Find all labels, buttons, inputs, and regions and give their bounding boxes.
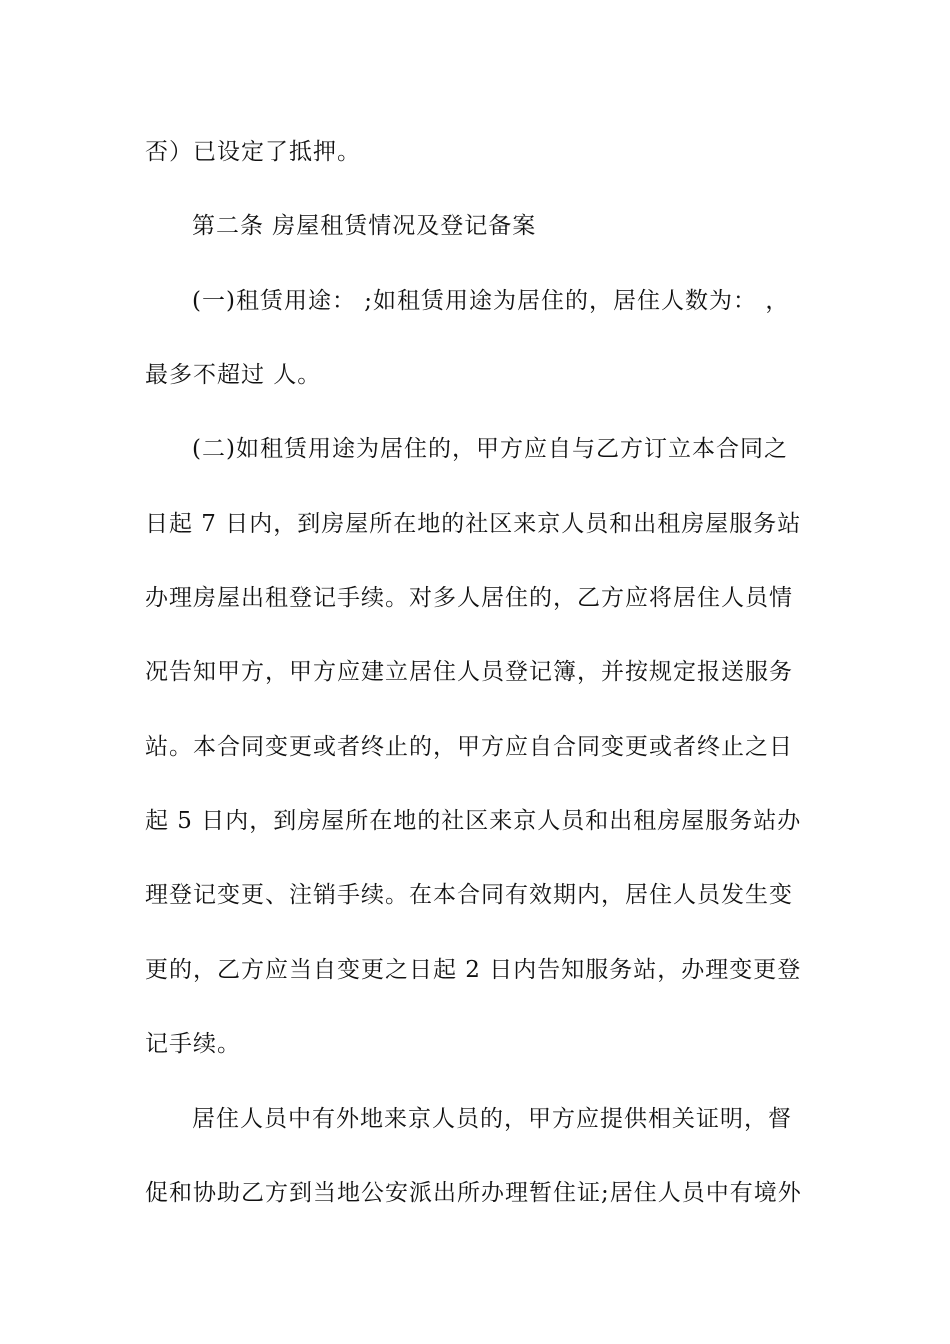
- paragraph-line: 站。本合同变更或者终止的，甲方应自合同变更或者终止之日: [145, 734, 793, 760]
- paragraph-line: 促和协助乙方到当地公安派出所办理暂住证;居住人员中有境外: [145, 1180, 802, 1206]
- paragraph-line: (一)租赁用途： ;如租赁用途为居住的，居住人数为： ，: [192, 288, 790, 314]
- paragraph-line: 况告知甲方，甲方应建立居住人员登记簿，并按规定报送服务: [145, 659, 793, 685]
- paragraph-line: 居住人员中有外地来京人员的，甲方应提供相关证明，督: [192, 1106, 792, 1132]
- paragraph-line: 理登记变更、注销手续。在本合同有效期内，居住人员发生变: [145, 882, 793, 908]
- paragraph-line: 更的，乙方应当自变更之日起 2 日内告知服务站，办理变更登: [145, 957, 802, 983]
- text-line: 否）已设定了抵押。: [145, 139, 361, 165]
- article-heading: 第二条 房屋租赁情况及登记备案: [192, 213, 537, 239]
- paragraph-line: 记手续。: [145, 1031, 241, 1057]
- paragraph-line: 最多不超过 人。: [145, 362, 322, 388]
- paragraph-line: 日起 7 日内，到房屋所在地的社区来京人员和出租房屋服务站: [145, 511, 802, 537]
- paragraph-line: 起 5 日内，到房屋所在地的社区来京人员和出租房屋服务站办: [145, 808, 802, 834]
- paragraph-line: (二)如租赁用途为居住的，甲方应自与乙方订立本合同之: [192, 436, 788, 462]
- paragraph-line: 办理房屋出租登记手续。对多人居住的，乙方应将居住人员情: [145, 585, 793, 611]
